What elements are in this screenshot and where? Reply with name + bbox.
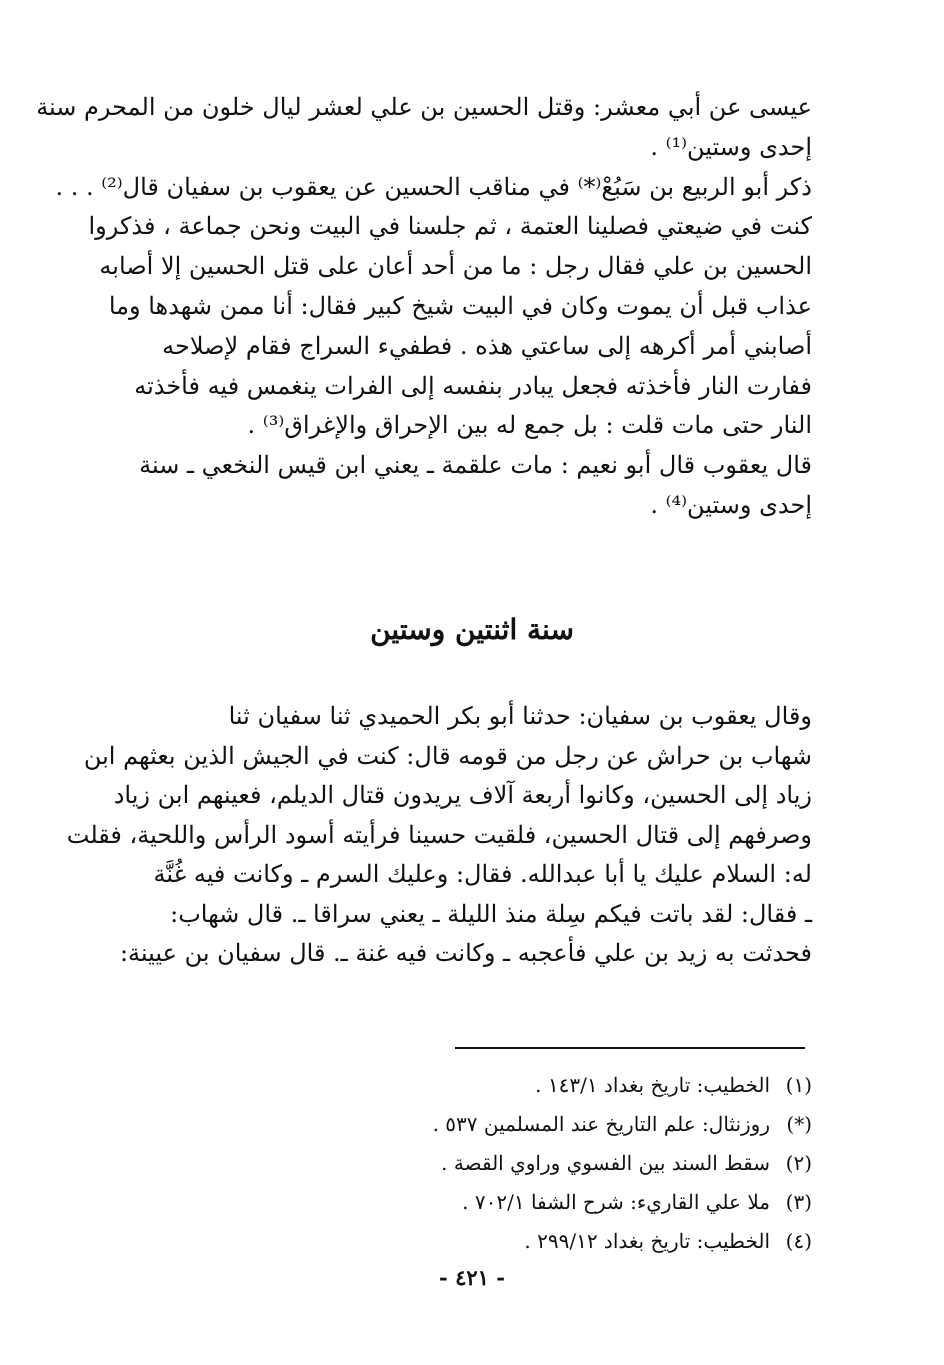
footnote-text: سقط السند بين الفسوي وراوي القصة .	[441, 1151, 770, 1175]
footnote-number: (*)	[786, 1112, 812, 1136]
footnote-text: الخطيب: تاريخ بغداد ١٤٣/١ .	[535, 1073, 770, 1097]
footnote-item	[300, 1105, 812, 1144]
footnote-item	[300, 1066, 812, 1105]
text-line: كنت في ضيعتي فصلينا العتمة ، ثم جلسنا في البيت ونحن جماعة ، فذكروا	[88, 212, 812, 241]
footnote-number: (٤)	[785, 1229, 812, 1253]
footnote-text: روزنثال: علم التاريخ عند المسلمين ٥٣٧ .	[432, 1112, 770, 1136]
text-line: وصرفهم إلى قتال الحسين، فلقيت حسينا فرأيته أسود الرأس واللحية، فقلت	[66, 820, 812, 849]
text-line: إحدى وستين⁽¹⁾ .	[650, 132, 812, 161]
footnote-number: (٢)	[785, 1151, 812, 1175]
paragraph-block-1	[36, 88, 812, 526]
text-line: النار حتى مات قلت : بل جمع له بين الإحراق والإغراق⁽³⁾ .	[247, 411, 812, 440]
text-line: عذاب قبل أن يموت وكان في البيت شيخ كبير فقال: أنا ممن شهدها وما	[108, 291, 812, 320]
text-line: وقال يعقوب بن سفيان: حدثنا أبو بكر الحميدي ثنا سفيان ثنا	[228, 702, 812, 730]
footnote-item	[300, 1222, 812, 1261]
page-number: - ٤٢١ -	[439, 1265, 505, 1290]
text-line: عيسى عن أبي معشر: وقتل الحسين بن علي لعشر ليال خلون من المحرم سنة	[36, 93, 812, 121]
footnote-text: الخطيب: تاريخ بغداد ٢٩٩/١٢ .	[524, 1229, 770, 1253]
text-line: ذكر أبو الربيع بن سَبُعْ⁽*⁾ في مناقب الحسين عن يعقوب بن سفيان قال⁽²⁾ . . .	[55, 172, 812, 201]
text-line: قال يعقوب قال أبو نعيم : مات علقمة ـ يعني ابن قيس النخعي ـ سنة	[139, 451, 812, 480]
text-line: الحسين بن علي فقال رجل : ما من أحد أعان على قتل الحسين إلا أصابه	[99, 252, 812, 281]
footnote-number: (١)	[785, 1073, 812, 1097]
footnote-number: (٣)	[785, 1190, 812, 1214]
footnotes	[300, 1066, 812, 1261]
paragraph-block-2	[66, 697, 812, 974]
footnote-item	[300, 1183, 812, 1222]
text-line: ـ فقال: لقد باتت فيكم سِلة منذ الليلة ـ يعني سراقا ـ. قال شهاب:	[170, 899, 812, 928]
section-heading: سنة اثنتين وستين	[370, 613, 574, 646]
text-line: فحدثت به زيد بن علي فأعجبه ـ وكانت فيه غنة ـ. قال سفيان بن عيينة:	[119, 939, 812, 967]
footnote-item	[300, 1144, 812, 1183]
text-line: ففارت النار فأخذته فجعل يبادر بنفسه إلى الفرات ينغمس فيه فأخذته	[134, 371, 812, 400]
footnote-divider	[455, 1047, 805, 1049]
text-line: شهاب بن حراش عن رجل من قومه قال: كنت في الجيش الذين بعثهم ابن	[83, 741, 812, 770]
footnote-text: ملا علي القاريء: شرح الشفا ٧٠٢/١ .	[462, 1190, 770, 1214]
text-line: إحدى وستين⁽⁴⁾ .	[650, 490, 812, 519]
text-line: زياد إلى الحسين، وكانوا أربعة آلاف يريدون قتال الديلم، فعينهم ابن زياد	[113, 781, 812, 809]
text-line: أصابني أمر أكرهه إلى ساعتي هذه . فطفيء السراج فقام لإصلاحه	[162, 331, 812, 360]
text-line: له: السلام عليك يا أبا عبدالله. فقال: وعليك السرم ـ وكانت فيه غُنَّة	[153, 860, 812, 888]
